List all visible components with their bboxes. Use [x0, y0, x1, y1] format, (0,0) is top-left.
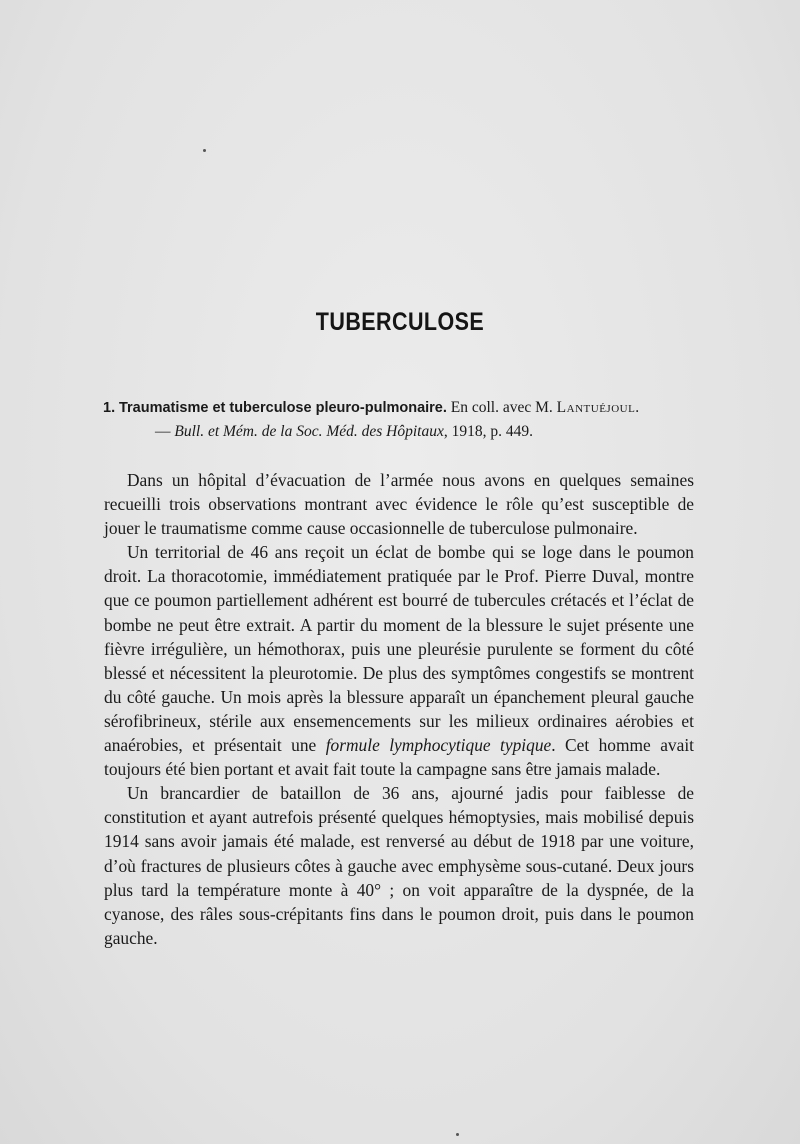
paragraph-2-text-a: Un territorial de 46 ans reçoit un éclat de bombe qui se loge dans le poumon droit. La thoracotomie, immédiatement pratiquée par le Prof. Pierre Duval, montre que ce poumon partiellement adhérent est bourré de tubercules crétacés et l’éclat de bombe ne peut être extrait. A partir du moment de la blessure le sujet présente une fièvre irrégulière, un hémothorax, puis une pleurésie purulente se forment du côté blessé et nécessitent la pleurotomie. De plus des symptômes congestifs se montrent du côté gauche. Un mois après la blessure apparaît un épanchement pleural gauche sérofibrineux, stérile aux ensemencements sur les milieux ordinaires aérobies et anaérobies, et présentait une: [104, 542, 694, 756]
paragraph-2-italic: formule lymphocytique typique: [325, 735, 552, 756]
entry-coll: En coll. avec M.: [450, 399, 553, 416]
entry-author: Lantuéjoul.: [556, 399, 640, 416]
entry-dash: —: [155, 423, 171, 440]
entry-title: Traumatisme et tuberculose pleuro-pulmonaire.: [118, 400, 447, 416]
paragraph-2: [104, 540, 694, 781]
body-text: [104, 468, 694, 950]
entry-reference: , 1918, p. 449.: [443, 423, 533, 440]
paragraph-1: Dans un hôpital d’évacuation de l’armée nous avons en quelques semaines recueilli trois observations montrant avec évidence le rôle qu’est susceptible de jouer le traumatisme comme cause occasionnelle de tuberculose pulmonaire.: [104, 470, 694, 539]
section-title: TUBERCULOSE: [315, 308, 485, 336]
paragraph-2-text-b: . Cet homme avait toujours été bien portant et avait fait toute la campagne sans être jamais malade.: [104, 735, 694, 780]
bibliography-entry: [103, 396, 703, 444]
paragraph-3: Un brancardier de bataillon de 36 ans, ajourné jadis pour faiblesse de constitution et ayant autrefois présenté quelques hémoptysies, mais mobilisé depuis 1914 sans avoir jamais été malade, est renversé au début de 1918 par une voiture, d’où fractures de plusieurs côtes à gauche avec emphysème sous-cutané. Deux jours plus tard la température monte à 40° ; on voit apparaître de la dyspnée, de la cyanose, des râles sous-crépitants fins dans le poumon droit, puis dans le poumon gauche.: [104, 783, 694, 948]
paper-speck: [456, 1133, 459, 1136]
entry-journal: Bull. et Mém. de la Soc. Méd. des Hôpitaux: [174, 423, 444, 440]
paper-speck: [203, 149, 206, 152]
entry-number: 1.: [103, 400, 116, 416]
entry-line-1: [103, 396, 703, 420]
entry-line-2: [103, 420, 703, 444]
